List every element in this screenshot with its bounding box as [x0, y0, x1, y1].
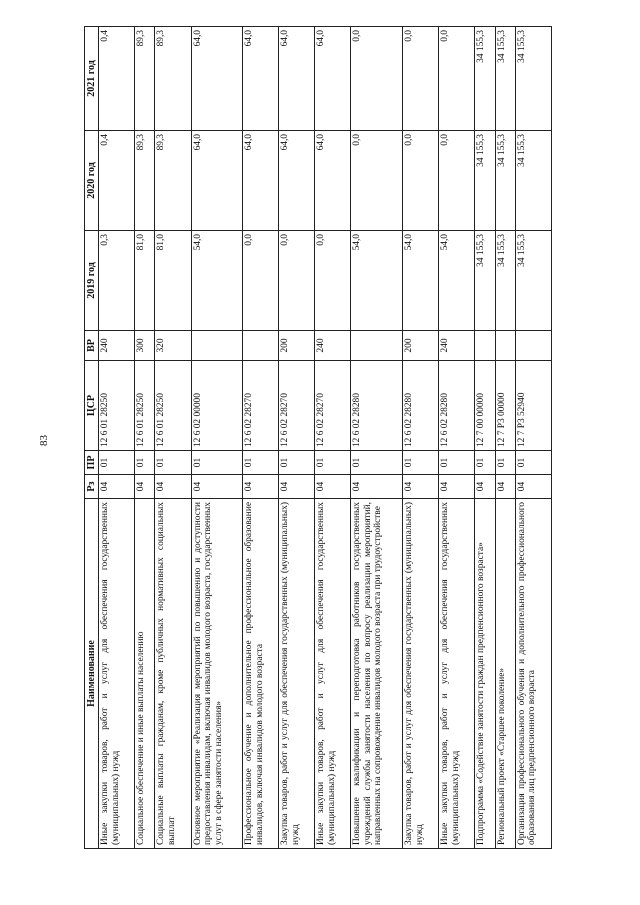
- row-pr: 01: [279, 451, 315, 475]
- table-row: [495, 27, 515, 849]
- row-csr: 12 6 02 28270: [315, 361, 351, 451]
- row-2020: 34 155,3: [495, 131, 515, 231]
- row-name: Иные закупки товаров, работ и услуг для обеспечения государственных (муниципальных) нужд: [439, 499, 475, 849]
- row-2019: 0,0: [315, 231, 351, 331]
- table-row: [279, 27, 315, 849]
- row-pr: 01: [515, 451, 551, 475]
- table-row: [155, 27, 191, 849]
- row-2019: 81,0: [155, 231, 191, 331]
- table-row: [439, 27, 475, 849]
- row-2021: 64,0: [243, 27, 279, 131]
- row-2021: 0,0: [403, 27, 439, 131]
- row-2021: 89,3: [155, 27, 191, 131]
- row-rz: 04: [99, 475, 135, 499]
- row-2021: 0,0: [439, 27, 475, 131]
- row-csr: 12 7 P3 00000: [495, 361, 515, 451]
- row-csr: 12 7 00 00000: [475, 361, 495, 451]
- row-vr: [475, 331, 495, 361]
- row-name: Иные закупки товаров, работ и услуг для обеспечения государственных (муниципальных) нужд: [315, 499, 351, 849]
- row-2020: 89,3: [155, 131, 191, 231]
- header-vr: ВР: [85, 331, 99, 361]
- row-2019: 34 155,3: [515, 231, 551, 331]
- row-2020: 34 155,3: [515, 131, 551, 231]
- header-csr: ЦСР: [85, 361, 99, 451]
- row-csr: 12 6 02 28270: [243, 361, 279, 451]
- header-2019: 2019 год: [85, 231, 99, 331]
- row-2019: 0,0: [243, 231, 279, 331]
- table-row: [351, 27, 403, 849]
- row-2021: 64,0: [279, 27, 315, 131]
- row-vr: 200: [279, 331, 315, 361]
- row-name: Социальные выплаты гражданам, кроме публичных нормативных социальных выплат: [155, 499, 191, 849]
- row-rz: 04: [243, 475, 279, 499]
- row-rz: 04: [279, 475, 315, 499]
- row-csr: 12 6 01 28250: [135, 361, 155, 451]
- row-2020: 0,4: [99, 131, 135, 231]
- row-rz: 04: [495, 475, 515, 499]
- row-rz: 04: [475, 475, 495, 499]
- row-vr: [191, 331, 243, 361]
- row-csr: 12 6 02 28280: [439, 361, 475, 451]
- row-vr: [515, 331, 551, 361]
- row-vr: 240: [439, 331, 475, 361]
- header-pr: ПР: [85, 451, 99, 475]
- row-2021: 64,0: [191, 27, 243, 131]
- row-2019: 81,0: [135, 231, 155, 331]
- row-2019: 34 155,3: [495, 231, 515, 331]
- table-row: [191, 27, 243, 849]
- header-2020: 2020 год: [85, 131, 99, 231]
- row-name: Региональный проект «Старшее поколение»: [495, 499, 515, 849]
- table-row: [99, 27, 135, 849]
- row-vr: 300: [135, 331, 155, 361]
- row-name: Закупка товаров, работ и услуг для обеспечения государственных (муниципальных) нужд: [279, 499, 315, 849]
- table-row: [135, 27, 155, 849]
- row-2019: 54,0: [351, 231, 403, 331]
- row-csr: 12 6 01 28250: [99, 361, 135, 451]
- row-2019: 0,3: [99, 231, 135, 331]
- row-2019: 34 155,3: [475, 231, 495, 331]
- row-name: Профессиональное обучение и дополнительное профессиональное образование инвалидов, включая инвалидов молодого возраста: [243, 499, 279, 849]
- row-2021: 34 155,3: [475, 27, 495, 131]
- row-2020: 64,0: [191, 131, 243, 231]
- row-csr: 12 6 02 28270: [279, 361, 315, 451]
- row-2020: 0,0: [403, 131, 439, 231]
- row-2020: 0,0: [439, 131, 475, 231]
- page-number: 83: [38, 435, 50, 446]
- row-csr: 12 6 01 28250: [155, 361, 191, 451]
- row-rz: 04: [135, 475, 155, 499]
- row-vr: [243, 331, 279, 361]
- table-row: [403, 27, 439, 849]
- row-rz: 04: [515, 475, 551, 499]
- row-vr: [351, 331, 403, 361]
- table-row: [475, 27, 495, 849]
- row-pr: 01: [243, 451, 279, 475]
- row-pr: 01: [99, 451, 135, 475]
- row-2021: 0,4: [99, 27, 135, 131]
- row-rz: 04: [155, 475, 191, 499]
- row-2020: 64,0: [243, 131, 279, 231]
- row-rz: 04: [315, 475, 351, 499]
- row-2021: 64,0: [315, 27, 351, 131]
- row-2020: 64,0: [315, 131, 351, 231]
- table-row: [515, 27, 551, 849]
- budget-table-container: [84, 27, 552, 849]
- row-csr: 12 7 P3 52940: [515, 361, 551, 451]
- row-vr: [495, 331, 515, 361]
- row-rz: 04: [191, 475, 243, 499]
- row-pr: 01: [495, 451, 515, 475]
- row-2021: 34 155,3: [495, 27, 515, 131]
- row-pr: 01: [155, 451, 191, 475]
- row-rz: 04: [403, 475, 439, 499]
- row-pr: 01: [403, 451, 439, 475]
- row-pr: 01: [315, 451, 351, 475]
- row-name: Закупка товаров, работ и услуг для обеспечения государственных (муниципальных) нужд: [403, 499, 439, 849]
- row-2021: 89,3: [135, 27, 155, 131]
- row-rz: 04: [351, 475, 403, 499]
- row-csr: 12 6 02 28280: [403, 361, 439, 451]
- row-2020: 89,3: [135, 131, 155, 231]
- row-2020: 0,0: [351, 131, 403, 231]
- header-rz: Рз: [85, 475, 99, 499]
- table-row: [243, 27, 279, 849]
- row-vr: 200: [403, 331, 439, 361]
- row-2019: 54,0: [403, 231, 439, 331]
- row-name: Повышение квалификации и переподготовка работников государственных учреждений службы занятости населения по вопросу реализации мероприятий, направленных на сопровождение инвалидов молодого возраста при трудоустройстве: [351, 499, 403, 849]
- row-2020: 64,0: [279, 131, 315, 231]
- row-name: Иные закупки товаров, работ и услуг для обеспечения государственных (муниципальных) нужд: [99, 499, 135, 849]
- row-name: Социальное обеспечение и иные выплаты населению: [135, 499, 155, 849]
- row-vr: 320: [155, 331, 191, 361]
- row-2019: 54,0: [439, 231, 475, 331]
- row-name: Подпрограмма «Содействие занятости граждан предпенсионного возраста»: [475, 499, 495, 849]
- row-2021: 0,0: [351, 27, 403, 131]
- table-row: [315, 27, 351, 849]
- row-name: Организация профессионального обучения и дополнительного профессионального образования лиц предпенсионного возраста: [515, 499, 551, 849]
- row-pr: 01: [191, 451, 243, 475]
- row-name: Основное мероприятие «Реализация мероприятий по повышению и доступности предоставления инвалидам, включая инвалидов молодого возраста, государственных услуг в сфере занятости населения»: [191, 499, 243, 849]
- row-vr: 240: [315, 331, 351, 361]
- row-pr: 01: [439, 451, 475, 475]
- row-pr: 01: [135, 451, 155, 475]
- row-csr: 12 6 02 28280: [351, 361, 403, 451]
- row-csr: 12 6 02 00000: [191, 361, 243, 451]
- row-2020: 34 155,3: [475, 131, 495, 231]
- header-name: Наименование: [85, 499, 99, 849]
- row-rz: 04: [439, 475, 475, 499]
- row-pr: 01: [475, 451, 495, 475]
- table-header-row: [85, 27, 99, 849]
- row-2021: 34 155,3: [515, 27, 551, 131]
- row-pr: 01: [351, 451, 403, 475]
- header-2021: 2021 год: [85, 27, 99, 131]
- budget-table: [84, 26, 552, 849]
- row-2019: 54,0: [191, 231, 243, 331]
- row-2019: 0,0: [279, 231, 315, 331]
- row-vr: 240: [99, 331, 135, 361]
